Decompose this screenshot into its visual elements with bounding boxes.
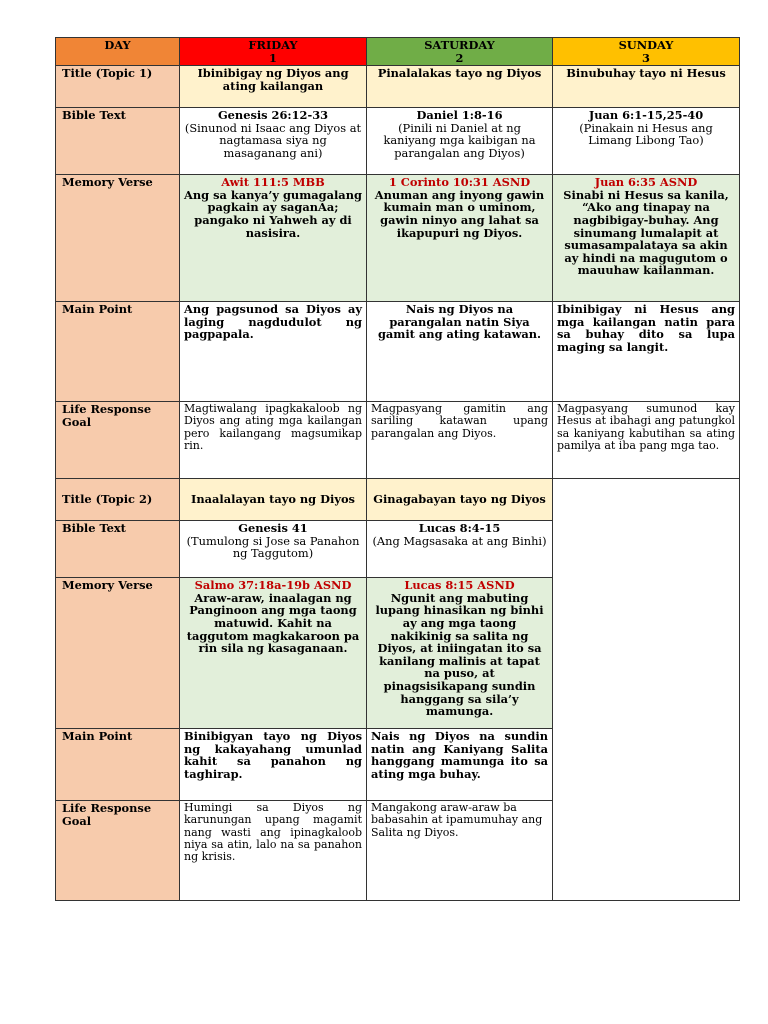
verse-reference: Salmo 37:18a-19b ASND [194,578,352,593]
empty-cell [553,479,740,901]
topic2-saturday-bible [367,521,553,578]
topic2-saturday-verse [367,578,553,729]
bible-description: (Pinili ni Daniel at ng kaniyang mga kaibigan na parangalan ang Diyos) [383,120,536,160]
topic2-friday-title: Inaalalayan tayo ng Diyos [180,479,367,521]
header-saturday-num: 2 [455,50,464,65]
label-life-response: Life Response Goal [56,402,180,479]
verse-text: Araw-araw, inaalagan ng Panginoon ang mga taong matuwid. Kahit na taggutom magkakaroon pa rin sila ng kasaganaan. [186,590,360,656]
bible-description: (Ang Magsasaka at ang Binhi) [372,533,547,548]
bible-description: (Tumulong si Jose sa Panahon ng Taggutom) [186,533,360,561]
topic1-saturday-life: Magpasyang gamitin ang sariling katawan upang parangalan ang Diyos. [367,402,553,479]
topic2-friday-life: Humingi sa Diyos ng karunungan upang magamit nang wasti ang ipinagkaloob niya sa atin, lalo na sa panahon ng krisis. [180,801,367,901]
topic1-sunday-life: Magpasyang sumunod kay Hesus at ibahagi ang patungkol sa kaniyang kabutihan sa ating pamilya at iba pang mga tao. [553,402,740,479]
topic1-saturday-title: Pinalalakas tayo ng Diyos [367,66,553,108]
bible-reference: Genesis 26:12-33 [217,108,329,123]
header-sunday-num: 3 [642,50,650,65]
topic2-title-row [56,479,740,521]
topic1-saturday-bible [367,108,553,175]
topic1-sunday-title: Binubuhay tayo ni Hesus [553,66,740,108]
topic1-life-row [56,402,740,479]
header-saturday-label: SATURDAY [424,38,495,52]
topic1-main-row [56,302,740,402]
header-sunday [553,38,740,66]
topic1-bible-row [56,108,740,175]
bible-reference: Lucas 8:4-15 [418,521,501,536]
verse-text: Ang sa kanya’y gumagalang pagkain ay saganAa; pangako ni Yahweh ay di nasisira. [184,187,362,240]
topic1-saturday-main: Nais ng Diyos na parangalan natin Siya gamit ang ating katawan. [367,302,553,402]
topic2-saturday-title: Ginagabayan tayo ng Diyos [367,479,553,521]
bible-description: (Pinakain ni Hesus ang Limang Libong Tao) [579,120,713,148]
verse-reference: 1 Corinto 10:31 ASND [388,175,531,190]
topic1-title-row [56,66,740,108]
topic2-friday-verse [180,578,367,729]
header-friday [180,38,367,66]
topic1-friday-verse [180,175,367,302]
verse-reference: Juan 6:35 ASND [594,175,698,190]
topic1-memory-row [56,175,740,302]
bible-description: (Sinunod ni Isaac ang Diyos at nagtamasa siya ng masaganang ani) [184,120,362,160]
verse-text: Ngunit ang mabuting lupang hinasikan ng binhi ay ang mga taong nakikinig sa salita ng Diyos, at iniingatan ito sa kanilang malinis at tapat na puso, at pinagsisikapang sundin hanggang sa sila’y mamunga. [375,590,544,719]
header-friday-num: 1 [269,50,277,65]
topic2-saturday-life: Mangakong araw-araw ba babasahin at ipamumuhay ang Salita ng Diyos. [367,801,553,901]
label-life-response: Life Response Goal [56,801,180,901]
topic2-friday-bible [180,521,367,578]
label-memory-verse: Memory Verse [56,578,180,729]
verse-text: Anuman ang inyong gawin kumain man o uminom, gawin ninyo ang lahat sa ikapupuri ng Diyos. [374,187,545,240]
header-day: DAY [56,38,180,66]
label-title-topic1: Title (Topic 1) [56,66,180,108]
topic2-friday-main: Binibigyan tayo ng Diyos ng kakayahang umunlad kahit sa panahon ng taghirap. [180,729,367,801]
label-main-point: Main Point [56,302,180,402]
verse-reference: Awit 111:5 MBB [221,175,325,190]
header-friday-label: FRIDAY [248,38,298,52]
topic1-friday-main: Ang pagsunod sa Diyos ay laging nagdudulot ng pagpapala. [180,302,367,402]
topic1-sunday-verse [553,175,740,302]
label-memory-verse: Memory Verse [56,175,180,302]
topic1-friday-bible [180,108,367,175]
topic1-sunday-main: Ibinibigay ni Hesus ang mga kailangan natin para sa buhay dito sa lupa maging sa langit. [553,302,740,402]
topic1-sunday-bible [553,108,740,175]
header-row [56,38,740,66]
bible-reference: Juan 6:1-15,25-40 [588,108,704,123]
bible-reference: Genesis 41 [238,521,308,536]
schedule-table [55,37,740,901]
label-main-point: Main Point [56,729,180,801]
topic2-saturday-main: Nais ng Diyos na sundin natin ang Kaniyang Salita hanggang mamunga ito sa ating mga buhay. [367,729,553,801]
topic1-saturday-verse [367,175,553,302]
header-saturday [367,38,553,66]
topic1-friday-life: Magtiwalang ipagkakaloob ng Diyos ang ating mga kailangan pero kailangang magsumikap rin. [180,402,367,479]
verse-text: Sinabi ni Hesus sa kanila, “Ako ang tinapay na nagbibigay-buhay. Ang sinumang lumalapit at sumasampalataya sa akin ay hindi na magugutom o mauuhaw kailanman. [563,187,729,278]
topic1-friday-title: Ibinibigay ng Diyos ang ating kailangan [180,66,367,108]
verse-reference: Lucas 8:15 ASND [404,578,515,593]
header-sunday-label: SUNDAY [618,38,674,52]
label-bible-text: Bible Text [56,521,180,578]
bible-reference: Daniel 1:8-16 [416,108,503,123]
label-title-topic2: Title (Topic 2) [56,479,180,521]
label-bible-text: Bible Text [56,108,180,175]
